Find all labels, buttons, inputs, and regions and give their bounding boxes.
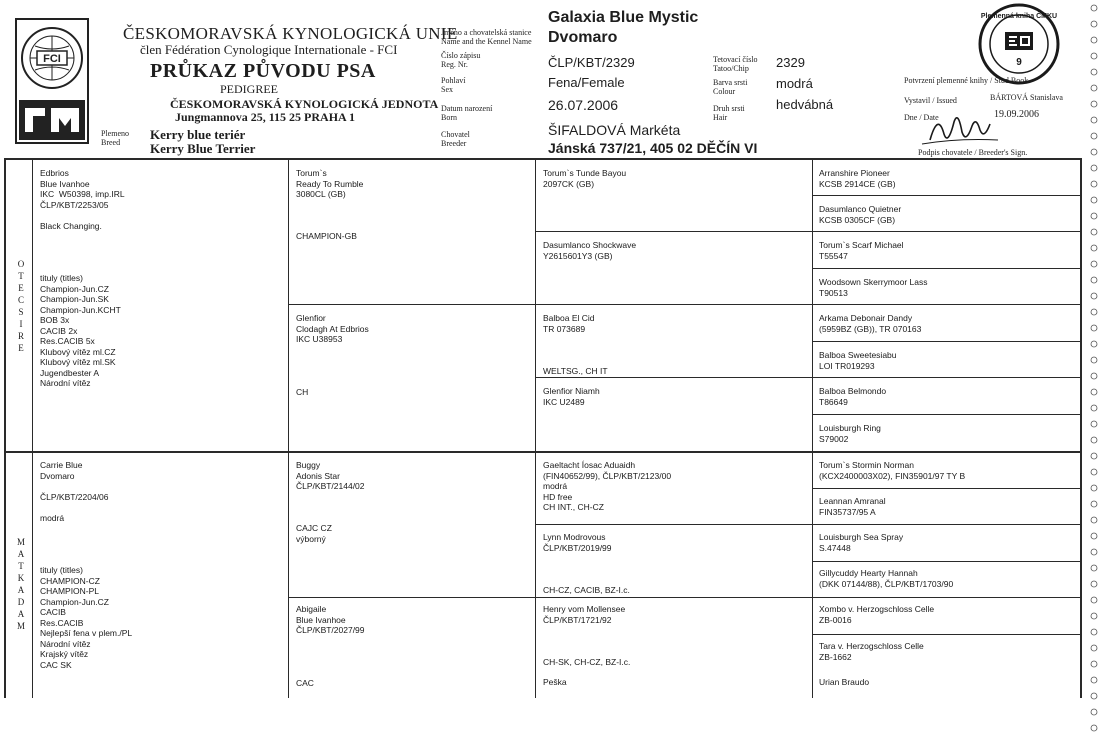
tattoo-label: Tetovací číslo Tatoo/Chip [713,55,758,73]
g-cell-8: Louisburgh Ring S79002 [819,423,881,444]
g-cell-5: Arkama Debonair Dandy (5959BZ (GB)), TR 070163 [819,313,922,334]
stamp-number: 9 [1016,57,1022,68]
coat-colour: modrá [776,76,813,91]
breed-value: Kerry blue teriér Kerry Blue Terrier [150,127,256,156]
g-cell-15: Urian Braudo [819,677,870,687]
issuer-name: BÁRTOVÁ Stanislava [990,93,1063,102]
ss-sire-cell: Torum`s Tunde Bayou 2097CK (GB) [543,168,627,189]
date-label: Dne / Date [904,113,939,122]
dd-sire-cell: Henry vom Mollensee ČLP/KBT/1721/92 CH-SK, CH-CZ, BZ-I.c. [543,604,631,667]
sd-sire-cell: Balboa El Cid TR 073689 WELTSG., CH IT [543,313,608,376]
sd-dam-cell: Glenfior Niamh IKC U2489 [543,386,600,407]
g-cell-14: Tara v. Herzogschloss Celle ZB-1662 [819,641,924,662]
coat-type: hedvábná [776,97,834,112]
g-cell-13: Xombo v. Herzogschloss Celle ZB-0016 [819,604,935,625]
dam-dam-cell: Abigaile Blue Ivanhoe ČLP/KBT/2027/99 CAC [296,604,365,688]
sire-sire-cell: Torum`s Ready To Rumble 3080CL (GB) CHAMPION-GB [296,168,364,241]
dog-kennel: Dvomaro [548,29,618,46]
g-cell-7: Balboa Belmondo T86649 [819,386,887,407]
g-cell-3: Torum`s Scarf Michael T55547 [819,240,904,261]
studbook-confirm: Potvrzení plemenné knihy / Stud Book [904,76,1029,85]
club-address: Jungmannova 25, 115 25 PRAHA 1 [175,110,356,124]
ss-dam-cell: Dasumlanco Shockwave Y2615601Y3 (GB) [543,240,637,261]
dog-birth-date: 26.07.2006 [548,97,619,113]
ds-sire-cell: Gaeltacht Íosac Aduaidh (FIN40652/99), ČLP/KBT/2123/00 modrá HD free CH INT., CH-CZ [543,460,672,512]
fci-logo [15,18,89,144]
stamp-text: Plemenná kniha ČMKU [980,13,1058,20]
g-cell-10: Leannan Amranal FIN35737/95 A [819,496,886,517]
breed-label: Plemeno Breed [101,129,129,147]
breeder-address: Jánská 737/21, 405 02 DĚČÍN VI [548,140,758,156]
g-cell-9: Torum`s Stormin Norman (KCX2400003X02), FIN35901/97 TY B [819,460,966,481]
issue-date: 19.09.2006 [994,109,1039,120]
breeder-name: ŠIFALDOVÁ Markéta [548,122,681,138]
perforated-edge [1088,0,1100,742]
hair-label: Druh srsti Hair [713,104,745,122]
g-cell-2: Dasumlanco Quietner KCSB 0305CF (GB) [819,204,902,225]
colour-label: Barva srsti Colour [713,78,748,96]
sire-dam-cell: Glenfior Clodagh At Edbrios IKC U38953 CH [296,313,369,397]
document-subtitle: PEDIGREE [220,82,278,96]
dog-sex: Fena/Female [548,75,625,90]
document-title: PRŮKAZ PŮVODU PSA [150,60,376,82]
organization-name: ČESKOMORAVSKÁ KYNOLOGICKÁ UNIE [123,24,458,43]
sire-side-label: O T E C S I R E [17,259,25,353]
g-cell-12: Gillycuddy Hearty Hannah (DKK 07144/88), ČLP/KBT/1703/90 [819,568,954,589]
g-cell-11: Louisburgh Sea Spray S.47448 [819,532,904,553]
reg-label: Číslo zápisu Reg. Nr. [441,51,481,69]
g-cell-4: Woodsown Skerrymoor Lass T90513 [819,277,928,298]
dog-reg-number: ČLP/KBT/2329 [548,55,635,70]
g-cell-6: Balboa Sweetesiabu LOI TR019293 [819,350,897,371]
name-label: Jméno a chovatelská stanice Name and the Kennel Name [441,28,532,46]
studbook-stamp [977,2,1061,86]
fci-membership: člen Fédération Cynologique Internationale - FCI [140,42,398,57]
tattoo-number: 2329 [776,55,805,70]
dam-cell: Carrie Blue Dvomaro ČLP/KBT/2204/06 modrá tituly (titles) CHAMPION-CZ CHAMPION-PL Champion-Jun.CZ CACIB Res.CACIB Nejlepší fena v plem./PL Národní vítěz Krajský vítěz CAC SK [40,460,133,670]
club-name: ČESKOMORAVSKÁ KYNOLOGICKÁ JEDNOTA [170,97,439,111]
breeder-sign-label: Podpis chovatele / Breeder's Sign. [918,148,1028,157]
g-cell-1: Arranshire Pioneer KCSB 2914CE (GB) [819,168,896,189]
dam-sire-cell: Buggy Adonis Star ČLP/KBT/2144/02 CAJC CZ výborný [296,460,365,544]
fci-logo-text: FCI [43,53,61,65]
sex-label: Pohlaví Sex [441,76,466,94]
sire-cell: Edbrios Blue Ivanhoe IKC W50398, imp.IRL ČLP/KBT/2253/05 Black Changing. tituly (titles) Champion-Jun.CZ Champion-Jun.SK Champion-Jun.KCHT BOB 3x CACIB 2x Res.CACIB 5x Klubový vítěz ml.CZ Klubový vítěz ml.SK Jugendbester A Národní vítěz [40,168,125,388]
signature [918,110,1018,150]
dob-label: Datum narození Born [441,104,493,122]
ds-dam-cell: Lynn Modrovous ČLP/KBT/2019/99 CH-CZ, CACIB, BZ-I.c. [543,532,630,595]
dog-name: Galaxia Blue Mystic [548,9,699,26]
dd-dam-cell: Peška [543,677,567,687]
breeder-label: Chovatel Breeder [441,130,470,148]
issued-label: Vystavil / Issued [904,96,957,105]
dam-side-label: M A T K A D A M [16,537,25,631]
pedigree-table [4,158,1082,698]
